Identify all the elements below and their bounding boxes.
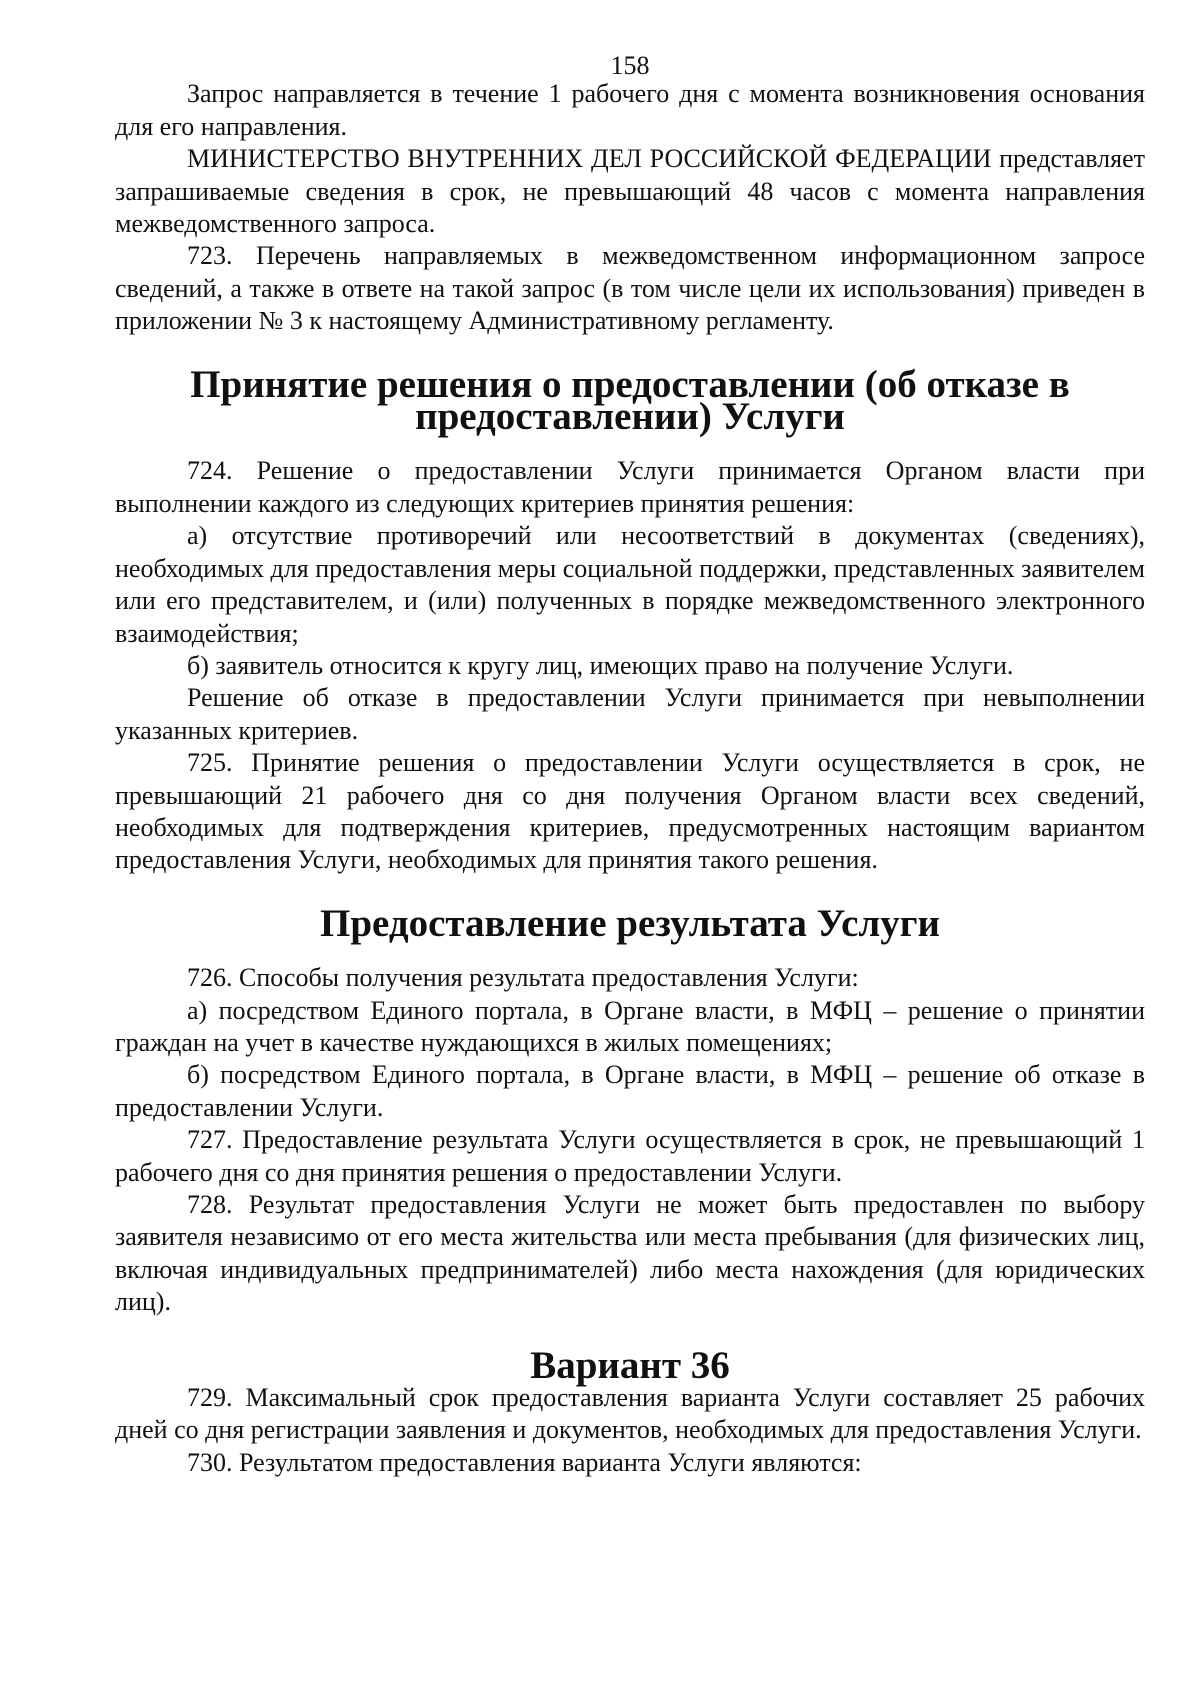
paragraph-refusal-decision: Решение об отказе в предоставлении Услуги принимается при невыполнении указанных критериев. xyxy=(115,683,1145,745)
paragraph-724: 724. Решение о предоставлении Услуги принимается Органом власти при выполнении каждого из следующих критериев принятия решения: xyxy=(115,456,1145,518)
paragraph-725: 725. Принятие решения о предоставлении Услуги осуществляется в срок, не превышающий 21 рабочего дня со дня получения Органом власти всех сведений, необходимых для подтверждения критериев, предусмотренных настоящим вариантом предоставления Услуги, необходимых для принятия такого решения. xyxy=(115,748,1145,875)
paragraph-728: 728. Результат предоставления Услуги не может быть предоставлен по выбору заявителя независимо от его места жительства или места пребывания (для физических лиц, включая индивидуальных предпринимателей) либо места нахождения (для юридических лиц). xyxy=(115,1190,1145,1317)
section-heading-result: Предоставление результата Услуги xyxy=(320,901,940,945)
paragraph-723: 723. Перечень направляемых в межведомственном информационном запросе сведений, а также в ответе на такой запрос (в том числе цели их использования) приведен в приложении № 3 к настоящему Административному регламенту. xyxy=(115,241,1145,336)
paragraph-729: 729. Максимальный срок предоставления варианта Услуги составляет 25 рабочих дней со дня регистрации заявления и документов, необходимых для предоставления Услуги. xyxy=(115,1383,1145,1445)
section-heading-decision: Принятие решения о предоставлении (об отказе в предоставлении) Услуги xyxy=(190,362,1070,439)
paragraph-request-timing: Запрос направляется в течение 1 рабочего дня с момента возникновения основания для его направления. xyxy=(115,79,1145,141)
document-page xyxy=(115,50,1145,1479)
paragraph-724-a: а) отсутствие противоречий или несоответствий в документах (сведениях), необходимых для предоставления меры социальной поддержки, представленных заявителем или его представителем, и (или) полученных в порядке межведомственного электронного взаимодействия; xyxy=(115,521,1145,648)
section-heading-variant-36: Вариант 36 xyxy=(530,1343,730,1387)
paragraph-727: 727. Предоставление результата Услуги осуществляется в срок, не превышающий 1 рабочего дня со дня принятия решения о предоставлении Услуги. xyxy=(115,1125,1145,1187)
paragraph-mvd-response: МИНИСТЕРСТВО ВНУТРЕННИХ ДЕЛ РОССИЙСКОЙ ФЕДЕРАЦИИ представляет запрашиваемые сведения в срок, не превышающий 48 часов с момента направления межведомственного запроса. xyxy=(115,144,1145,239)
page-number: 158 xyxy=(610,51,650,80)
paragraph-726-b: б) посредством Единого портала, в Органе власти, в МФЦ – решение об отказе в предоставлении Услуги. xyxy=(115,1060,1145,1122)
paragraph-730: 730. Результатом предоставления варианта Услуги являются: xyxy=(187,1447,862,1477)
paragraph-724-b: б) заявитель относится к кругу лиц, имеющих право на получение Услуги. xyxy=(187,650,1014,680)
paragraph-726: 726. Способы получения результата предоставления Услуги: xyxy=(187,963,859,993)
paragraph-726-a: а) посредством Единого портала, в Органе власти, в МФЦ – решение о принятии граждан на учет в качестве нуждающихся в жилых помещениях; xyxy=(115,995,1145,1057)
